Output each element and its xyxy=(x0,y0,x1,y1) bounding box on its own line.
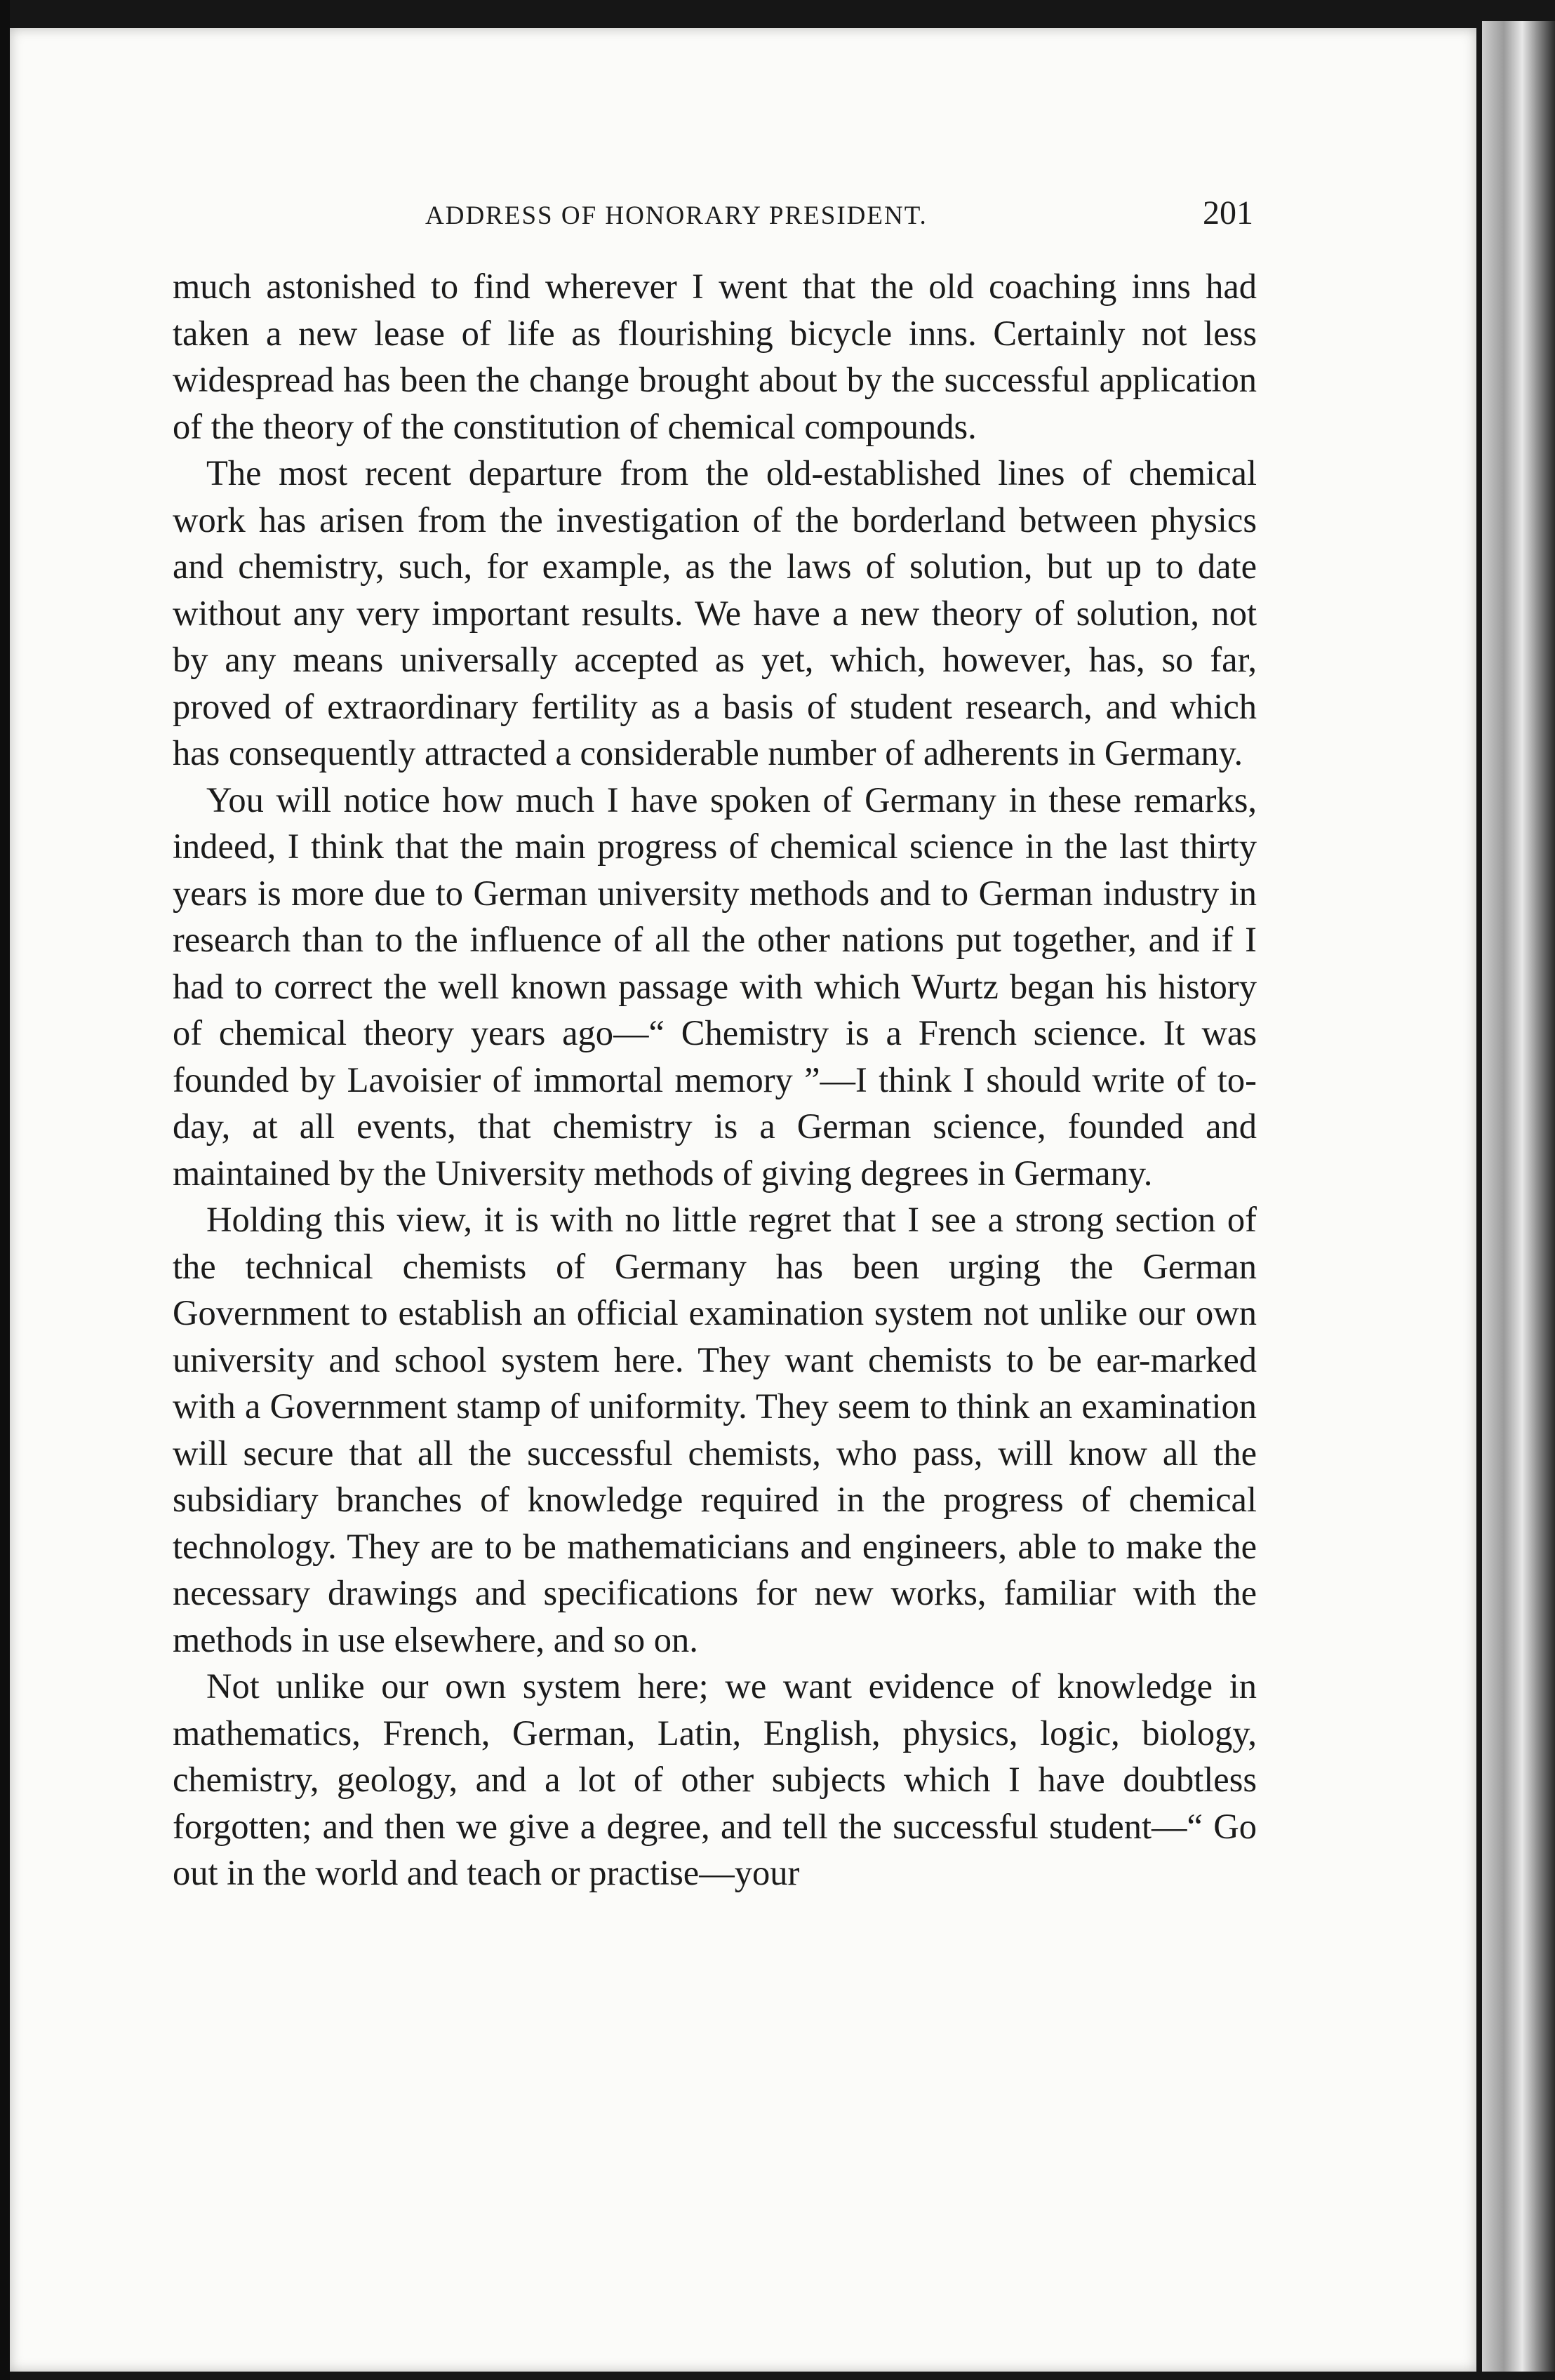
paragraph-4: Holding this view, it is with no little regret that I see a strong section of the technical chemists of Germany has been urging the German Government to establish an official examination system not unlike our own university and school system here. They want chemists to be ear-marked with a Government stamp of uniformity. They seem to think an examination will secure that all the successful chemists, who pass, will know all the subsidiary branches of knowledge required in the progress of chemical technology. They are to be mathematicians and engineers, able to make the necessary drawings and specifications for new works, familiar with the methods in use elsewhere, and so on. xyxy=(173,1200,1257,1659)
book-page xyxy=(10,28,1476,2372)
body-text xyxy=(173,263,1257,1897)
running-head: ADDRESS OF HONORARY PRESIDENT. xyxy=(425,201,928,230)
page-header xyxy=(173,194,1253,250)
scan-left-border xyxy=(0,0,10,2380)
paragraph-1: much astonished to find wherever I went that the old coaching inns had taken a new lease of life as flourishing bicycle inns. Certainly not less widespread has been the change brought about by the successful application of the theory of the constitution of chemical compounds. xyxy=(173,267,1257,446)
paragraph-5: Not unlike our own system here; we want evidence of knowledge in mathematics, French, German, Latin, English, physics, logic, biology, chemistry, geology, and a lot of other subjects which I have doubtless forgotten; and then we give a degree, and tell the successful student—“ Go out in the world and teach or practise—your xyxy=(173,1666,1257,1892)
book-page-edges xyxy=(1482,21,1555,2372)
page-number: 201 xyxy=(1203,194,1253,232)
paragraph-3: You will notice how much I have spoken of Germany in these remarks, indeed, I think that the main progress of chemical science in the last thirty years is more due to German university methods and to German industry in research than to the influence of all the other nations put together, and if I had to correct the well known passage with which Wurtz began his history of chemical theory years ago—“ Chemistry is a French science. It was founded by Lavoisier of immortal memory ”—I think I should write of to-day, at all events, that chemistry is a German science, founded and maintained by the University methods of giving degrees in Germany. xyxy=(173,780,1257,1193)
paragraph-2: The most recent departure from the old-established lines of chemical work has arisen from the investigation of the borderland between physics and chemistry, such, for example, as the laws of solution, but up to date without any very important results. We have a new theory of solution, not by any means universally accepted as yet, which, however, has, so far, proved of extraordinary fertility as a basis of student research, and which has consequently attracted a considerable number of adherents in Germany. xyxy=(173,453,1257,773)
